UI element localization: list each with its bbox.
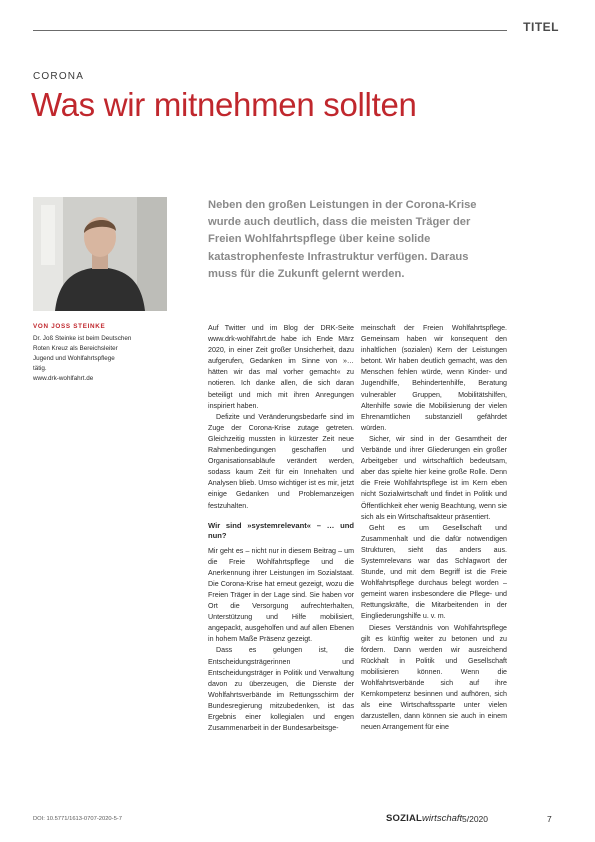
article-column-2 [361, 323, 507, 733]
brand-bold: SOZIAL [386, 813, 423, 824]
author-bio-line: tätig. [33, 365, 47, 372]
author-bio-line: Roten Kreuz als Bereichsleiter [33, 345, 118, 352]
body-paragraph: Dass es gelungen ist, die Entscheidungsträgerinnen und Entscheidungsträger in Politik und Verwaltung davon zu überzeugen, die Dienste der Wohlfahrtsverbände im Rettungsschirm der Bundesregierung mitzubedenken, ist das Ergebnis einer kollegialen und engen Zusammenarbeit in der Bundesarbeitsge- [208, 646, 354, 733]
article-headline: Was wir mitnehmen sollten [31, 86, 417, 123]
body-paragraph: Auf Twitter und im Blog der DRK-Seite www.drk-wohlfahrt.de habe ich Ende März 2020, in einer Zeit großer Unsicherheit, dazu aufgerufen, Gedanken im Sinne von »… hätten wir das mal vorher gemacht« zu notieren. Ich danke allen, die sich daran beteiligt und mich mit ihren Anregungen inspiriert haben. [208, 324, 354, 410]
body-paragraph: Dieses Verständnis von Wohlfahrtspflege gilt es künftig weiter zu betonen und zu fördern. Dann werden wir ausreichend Rückhalt in Politik und Gesellschaft mobilisieren können. Wenn die Wohlfahrtsverbände sich auf ihre Kernkompetenz besinnen und aufhören, sich als eine Wirtschaftssparte unter vielen darzustellen, dann können sie auch in einem neuen Arrangement für eine [361, 623, 507, 732]
footer-issue: 5/2020 [462, 814, 488, 824]
footer-brand [386, 813, 462, 824]
author-bio-line: Dr. Joß Steinke ist beim Deutschen [33, 335, 132, 342]
author-photo [33, 197, 167, 311]
section-tag: TITEL [523, 20, 559, 34]
body-paragraph: Sicher, wir sind in der Gesamtheit der Verbände und ihrer Gliederungen ein großer Arbeitgeber und wirtschaftlich bedeutsam, aber das spielte hier keine große Rolle. Denn die Freie Wohlfahrtspflege ist im Kern eben nicht Sozialwirtschaft und findet in Politik und Öffentlichkeit eher wenig Beachtung, wenn sie sich als ein Wirtschaftsakteur präsentiert. [361, 434, 507, 521]
article-column-1 [208, 323, 354, 734]
author-bio [33, 334, 173, 384]
author-name: VON JOSS STEINKE [33, 323, 106, 330]
author-portrait-image [33, 197, 167, 311]
author-bio-line: Jugend und Wohlfahrtspflege [33, 355, 115, 362]
article-kicker: CORONA [33, 71, 85, 82]
body-paragraph: meinschaft der Freien Wohlfahrtspflege. Gemeinsam haben wir konsequent den inhaltlichen (sozialen) Kern der Leistungen betont. Wir haben deutlich gemacht, was den Menschen fehlen würde, wenn Kinder- und Jugendhilfe, Behindertenhilfe, Beratung vulnerabler Gruppen, Mobilitätshilfen, Altenhilfe sowie die Mobilisierung der vielen Ehrenamtlichen substanziell gefährdet würden. [361, 324, 507, 432]
article-lead: Neben den großen Leistungen in der Corona-Krise wurde auch deutlich, dass die meisten Träger der Freien Wohlfahrtspflege über keine solide katastrophenfeste Infrastruktur verfügen. Daraus muss für die Zukunft gelernt werden. [208, 199, 477, 280]
author-website-link[interactable]: www.drk-wohlfahrt.de [33, 375, 94, 382]
brand-italic: wirtschaft [422, 813, 463, 824]
body-paragraph: Mir geht es – nicht nur in diesem Beitrag – um die Freie Wohlfahrtspflege und die Anerkennung ihrer Leistungen im Sozialstaat. Die Corona-Krise hat erneut gezeigt, wozu die Freien Träger in der Lage sind. Sie haben vor Ort die Versorgung aufrechterhalten, Unterstützung und Hilfe mobilisiert, angepackt, ausgeholfen und auf allen Ebenen in hohem Maße Präsenz gezeigt. [208, 546, 354, 644]
body-paragraph: Defizite und Veränderungsbedarfe sind im Zuge der Corona-Krise zutage getreten. Gleichzeitig mussten in kürzester Zeit neue Rahmenbedingungen geschaffen und Organisationsabläufe verändert werden, sodass kaum Zeit für ein Innehalten und Analysen blieb. Umso wichtiger ist es mir, jetzt einige Gedanken und Problemanzeigen festzuhalten. [208, 412, 354, 510]
page-number: 7 [547, 814, 552, 824]
body-paragraph: Geht es um Gesellschaft und Zusammenhalt und die dafür notwendigen Strukturen, sieht das anders aus. Systemrelevans war das Schlagwort der Stunde, und mit dem Begriff ist die Freie Wohlfahrtspflege durchaus belegt worden – gemeint waren insbesondere die Pflege- und Rettungskräfte, die Mitarbeitenden in der Eingliederungshilfe u. v. m. [361, 523, 507, 621]
header-rule [33, 30, 507, 31]
section-subheading: Wir sind »systemrelevant« – … und nun? [208, 520, 354, 541]
footer-doi: DOI: 10.5771/1613-0707-2020-5-7 [33, 816, 122, 822]
